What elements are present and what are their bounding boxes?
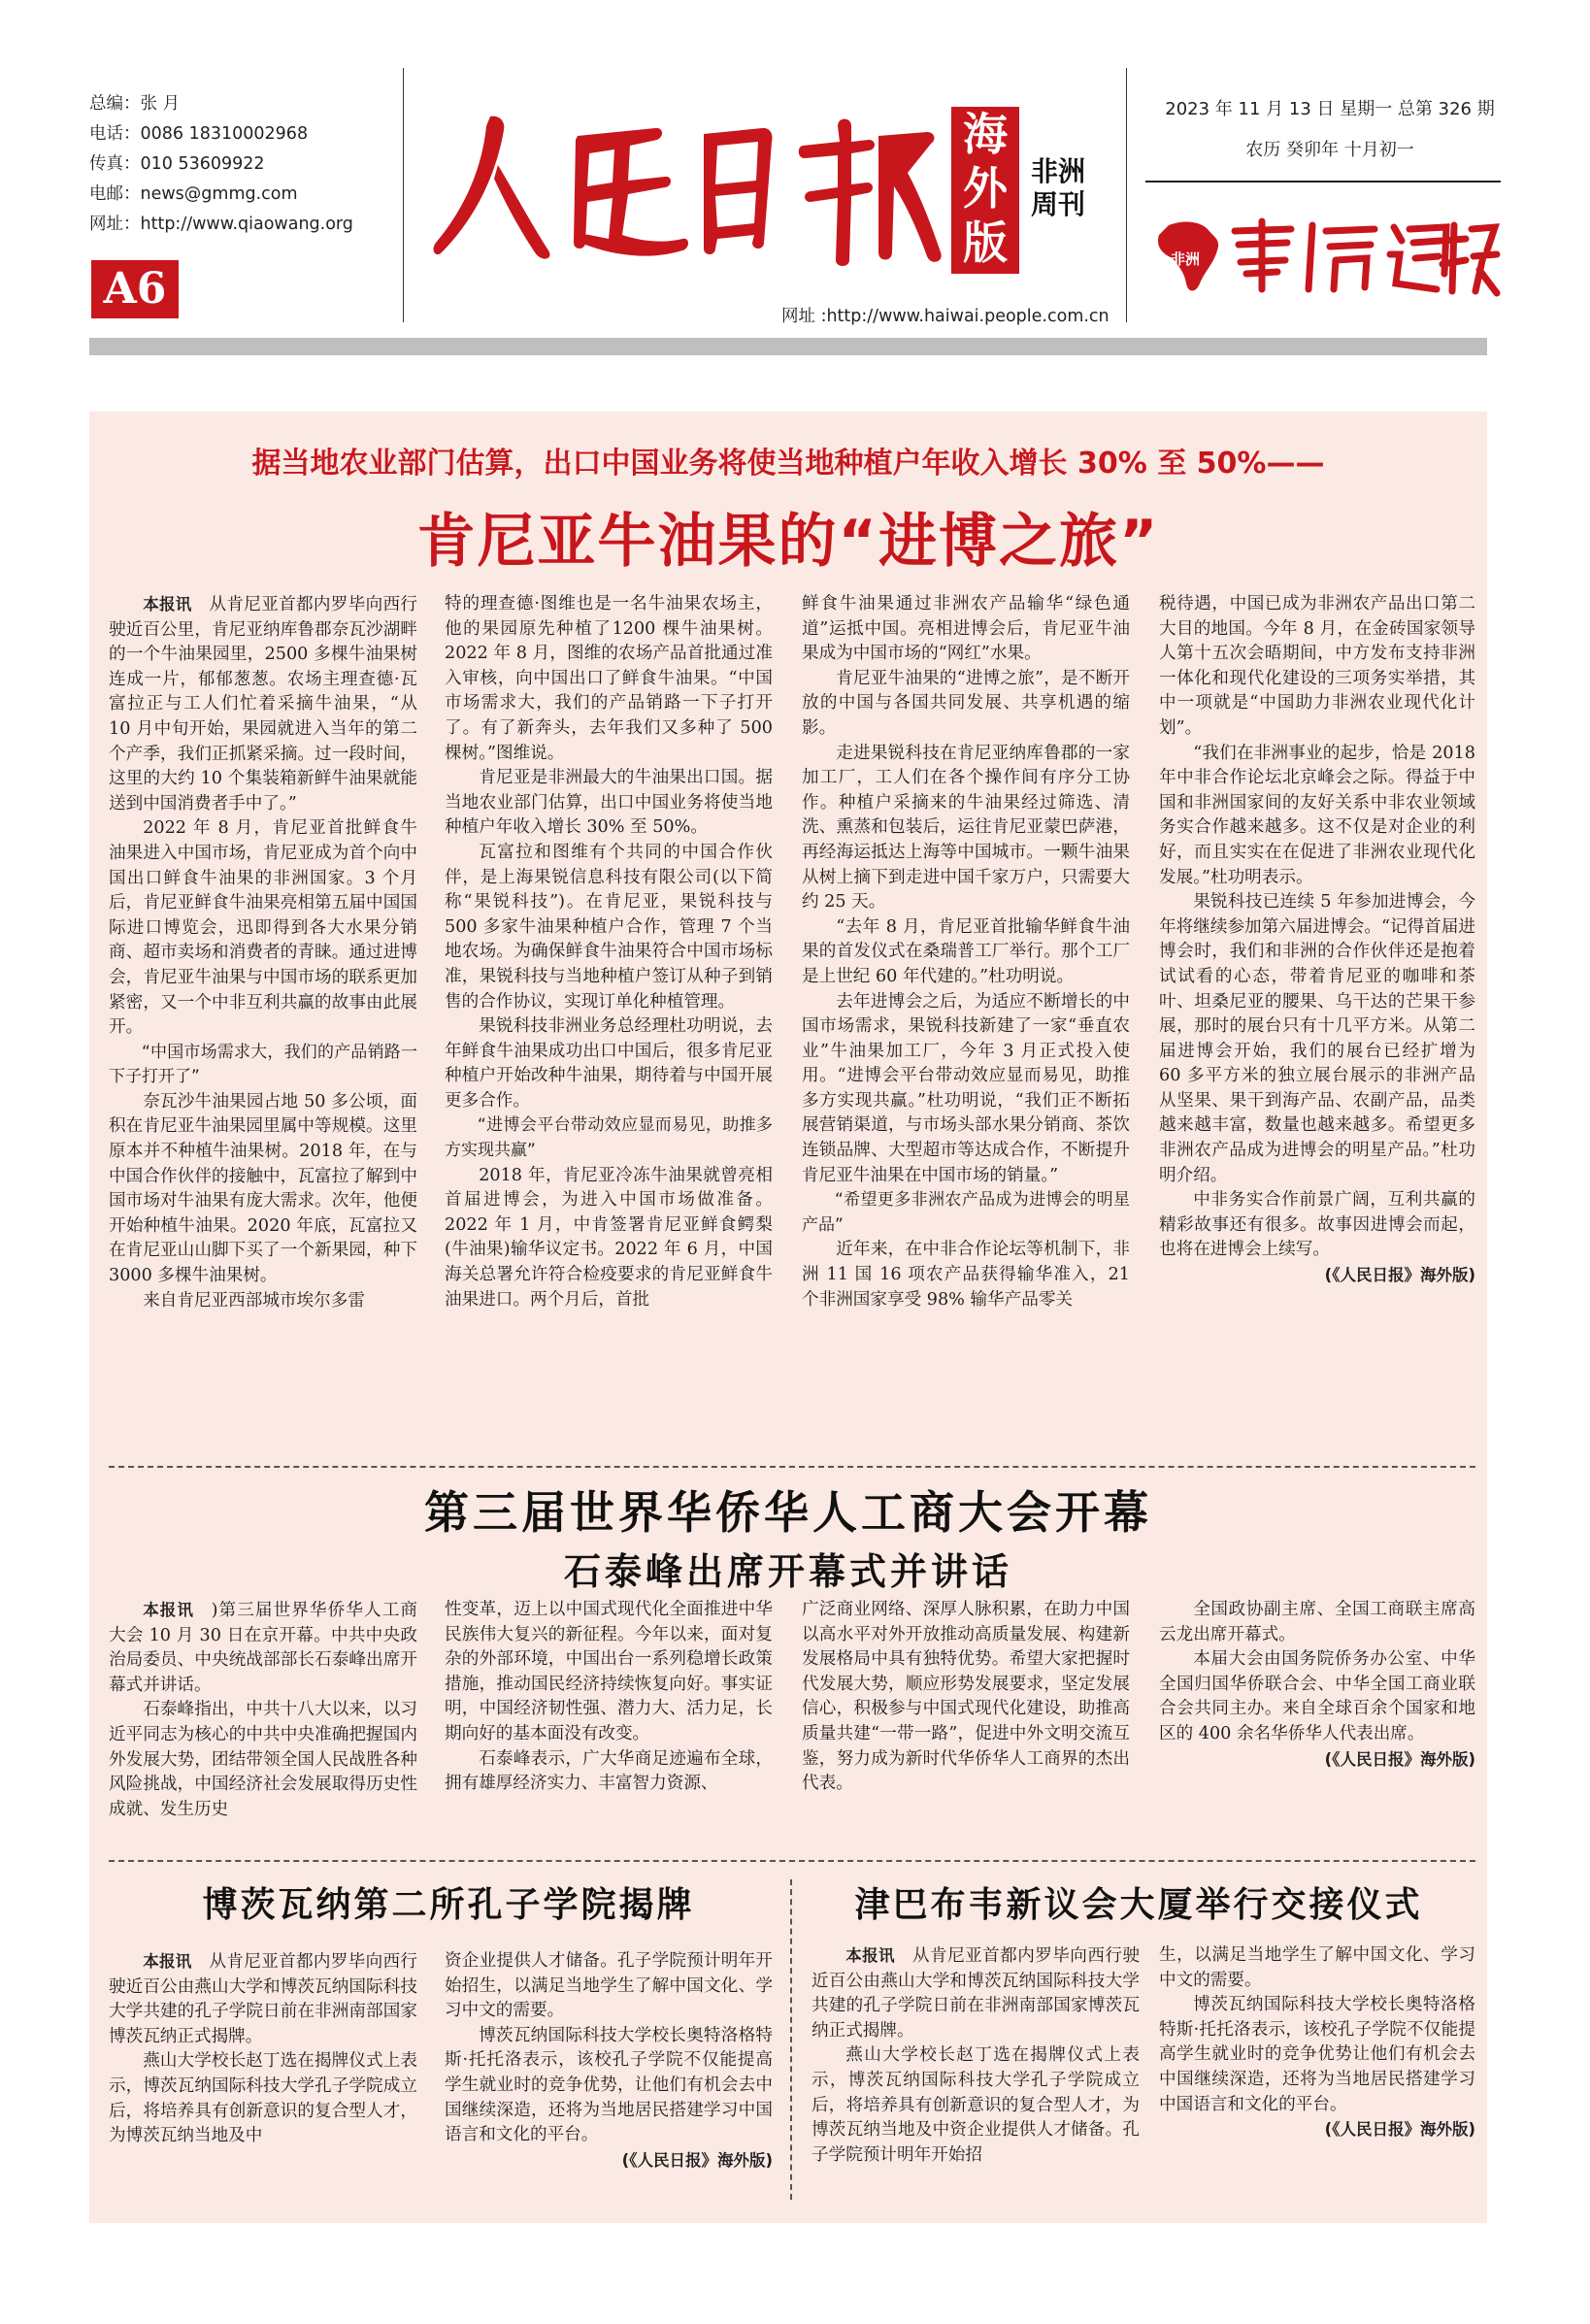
article1-column-3: [802, 592, 1130, 1312]
article1-paragraph: 果锐科技已连续 5 年参加进博会，今年将继续参加第六届进博会。“记得首届进博会时，我们和非洲的合作伙伴还是抱着试试看的心态，带着肯尼亚的咖啡和茶叶、坦桑尼亚的腰果、乌干达的芒果干参展，那时的展台只有十几平方米。从第二届进博会开始，我们的展台已经扩增为 60 多平方米的独立展台展示的非洲产品从坚果、果干到海产品、农副产品，品类越来越丰富，数量也越来越多。希望更多非洲农产品成为进博会的明星产品。”杜功明介绍。: [1159, 892, 1475, 1185]
article1-paragraph: 肯尼亚牛油果的“进博之旅”，是不断开放的中国与各国共同发展、共享机遇的缩影。: [802, 668, 1130, 738]
article2-paragraph: 广泛商业网络、深厚人脉积累，在助力中国以高水平对外开放推动高质量发展、构建新发展格局中具有独特优势。希望大家把握时代发展大势，顺应形势发展要求，坚定发展信心，积极参与中国式现代化建设，助推高质量共建“一带一路”，促进中外文明交流互鉴，努力成为新时代华侨华人工商界的杰出代表。: [802, 1600, 1130, 1794]
article2-column-2: [445, 1598, 773, 1797]
contact-phone: 电话：0086 18310002968: [89, 124, 309, 144]
article2-paragraph: 石泰峰指出，中共十八大以来，以习近平同志为核心的中共中央准确把握国内外发展大势，团结带领全国人民战胜各种风险挑战，中国经济社会发展取得历史性成就、发生历史: [109, 1700, 417, 1819]
masthead-band: [89, 338, 1487, 355]
masthead-divider-left: [403, 68, 404, 322]
africa-weekly-label: 非洲 周刊: [1031, 155, 1086, 220]
article1-paragraph: 去年进博会之后，为适应不断增长的中国市场需求，果锐科技新建了一家“垂直农业”牛油果加工厂，今年 3 月正式投入使用。“进博会平台带动效应显而易见，助推多方实现共赢。”杜功明说，“我们正不断拓展营销渠道，与市场头部水果分销商、茶饮连锁品牌、大型超市等达成合作，不断提升肯尼亚牛油果在中国市场的销量。”: [802, 991, 1130, 1185]
article3-paragraph: 燕山大学校长赵丁选在揭牌仪式上表示，博茨瓦纳国际科技大学孔子学院成立后，将培养具有创新意识的复合型人才，为博茨瓦纳当地及中: [109, 2051, 417, 2146]
article1-kicker: 据当地农业部门估算，出口中国业务将使当地种植户年收入增长 30% 至 50%——: [251, 447, 1325, 481]
article1-paragraph: 税待遇，中国已成为非洲农产品出口第二大目的地国。今年 8 月，在金砖国家领导人第十五次会晤期间，中方发布支持非洲一体化和现代化建设的三项务实举措，其中一项就是“中国助力非洲农业现代化计划”。: [1159, 594, 1475, 738]
article3-headline: 博茨瓦纳第二所孔子学院揭牌: [202, 1884, 695, 1925]
article1-paragraph: 2018 年，肯尼亚冷冻牛油果就曾亮相首届进博会，为进入中国市场做准备。2022 年 1 月，中肯签署肯尼亚鲜食鳄梨(牛油果)输华议定书。2022 年 6 月，中国海关总署允许符合检疫要求的肯尼亚鲜食牛油果进口。两个月后，首批: [445, 1165, 773, 1310]
article3-paragraph: 本报讯 从肯尼亚首都内罗毕向西行驶近百公由燕山大学和博茨瓦纳国际科技大学共建的孔子学院日前在非洲南部国家博茨瓦纳正式揭牌。: [109, 1952, 417, 2046]
masthead-contact: [89, 89, 410, 240]
article1-paragraph: 特的理查德·图维也是一名牛油果农场主，他的果园原先种植了1200 棵牛油果树。2022 年 8 月，图维的农场产品首批通过准入审核，向中国出口了鲜食牛油果。“中国市场需求大，我们的产品销路一下子打开了。有了新奔头，去年我们又多种了 500 棵树。”图维说。: [445, 594, 773, 763]
article1-column-4: [1159, 592, 1475, 1288]
column-divider: [790, 1879, 792, 2200]
article1-paragraph: “我们在非洲事业的起步，恰是 2018 年中非合作论坛北京峰会之际。得益于中国和非洲国家间的友好关系中非农业领域务实合作越来越多。这不仅是对企业的利好，而且实实在在促进了非洲农业现代化发展。”杜功明表示。: [1159, 743, 1475, 887]
article4-paragraph: 燕山大学校长赵丁选在揭牌仪式上表示，博茨瓦纳国际科技大学孔子学院成立后，将培养具有创新意识的复合型人才，为博茨瓦纳当地及中资企业提供人才储备。孔子学院预计明年开始招: [812, 2045, 1140, 2165]
article2-subheadline: 石泰峰出席开幕式并讲话: [563, 1549, 1012, 1593]
article1-source: (《人民日报》海外版): [1324, 1266, 1475, 1285]
article3-column-1: [109, 1949, 417, 2149]
article1-headline: 肯尼亚牛油果的“进博之旅”: [416, 508, 1160, 576]
article2-paragraph: 本届大会由国务院侨务办公室、中华全国归国华侨联合会、中华全国工商业联合会共同主办。来自全球百余个国家和地区的 400 余名华侨华人代表出席。: [1159, 1649, 1475, 1743]
article1-paragraph: 鲜食牛油果通过非洲农产品输华“绿色通道”运抵中国。亮相进博会后，肯尼亚牛油果成为中国市场的“网红”水果。: [802, 594, 1130, 664]
article1-column-1: [109, 592, 417, 1313]
article2-column-4: [1159, 1598, 1475, 1772]
date-rule: [1145, 181, 1501, 183]
people-daily-logo: [422, 97, 946, 272]
article1-paragraph: 2022 年 8 月，肯尼亚首批鲜食牛油果进入中国市场，肯尼亚成为首个向中国出口鲜食牛油果的非洲国家。3 个月后，肯尼亚鲜食牛油果亮相第五届中国国际进口博览会，迅即得到各大水果分销商、超市卖场和消费者的青睐。通过进博会，肯尼亚牛油果与中国市场的联系更加紧密，又一个中非互利共赢的故事由此展开。: [109, 818, 417, 1038]
article3-source: (《人民日报》海外版): [621, 2150, 773, 2170]
contact-email: 电邮：news@gmmg.com: [89, 184, 298, 204]
masthead-divider-right: [1126, 68, 1127, 322]
svg-text:非洲: 非洲: [1171, 250, 1201, 268]
article1-subhead: “希望更多非洲农产品成为进博会的明星产品”: [802, 1190, 1130, 1235]
article4-paragraph: 本报讯 从肯尼亚首都内罗毕向西行驶近百公由燕山大学和博茨瓦纳国际科技大学共建的孔子学院日前在非洲南部国家博茨瓦纳正式揭牌。: [812, 1946, 1140, 2041]
article4-headline: 津巴布韦新议会大厦举行交接仪式: [854, 1884, 1423, 1925]
article2-paragraph: 本报讯 )第三届世界华侨华人工商大会 10 月 30 日在京开幕。中共中央政治局委员、中央统战部部长石泰峰出席开幕式并讲话。: [109, 1601, 417, 1695]
section-divider: [109, 1466, 1475, 1468]
article2-paragraph: 全国政协副主席、全国工商联主席高云龙出席开幕式。: [1159, 1600, 1475, 1644]
article1-paragraph: 果锐科技非洲业务总经理杜功明说，去年鲜食牛油果成功出口中国后，很多肯尼亚种植户开始改种牛油果，期待着与中国开展更多合作。: [445, 1016, 773, 1111]
article2-column-3: [802, 1598, 1130, 1797]
article2-paragraph: 石泰峰表示，广大华商足迹遍布全球，拥有雄厚经济实力、丰富智力资源、: [445, 1748, 773, 1794]
article3-column-2: [445, 1949, 773, 2173]
article1-subhead: “进博会平台带动效应显而易见，助推多方实现共赢”: [445, 1115, 773, 1161]
article1-paragraph: 来自肯尼亚西部城市埃尔多雷: [143, 1290, 365, 1311]
overseas-edition-badge: 海 外 版: [951, 107, 1019, 274]
article4-column-1: [812, 1943, 1140, 2168]
article1-paragraph: 瓦富拉和图维有个共同的中国合作伙伴，是上海果锐信息科技有限公司(以下简称“果锐科技”)。在肯尼亚，果锐科技与 500 多家牛油果种植户合作，管理 7 个当地农场。为确保鲜食牛油果符合中国市场标准，果锐科技与当地种植户签订从种子到销售的合作协议，实现订单化种植管理。: [445, 842, 773, 1012]
article4-paragraph: 博茨瓦纳国际科技大学校长奥特洛格特斯·托托洛表示，该校孔子学院不仅能提高学生就业时的竞争优势让他们有机会去中国继续深造，还将为当地居民搭建学习中国语言和文化的平台。: [1159, 1995, 1475, 2114]
article4-paragraph: 生，以满足当地学生了解中国文化、学习中文的需要。: [1159, 1945, 1475, 1990]
article1-paragraph: 走进果锐科技在肯尼亚纳库鲁郡的一家加工厂，工人们在各个操作间有序分工协作。种植户采摘来的牛油果经过筛选、清洗、熏蒸和包装后，运往肯尼亚蒙巴萨港，再经海运抵达上海等中国城市。一颗牛油果从树上摘下到走进中国千家万户，只需要大约 25 天。: [802, 743, 1130, 913]
article1-paragraph: 本报讯 从肯尼亚首都内罗毕向西行驶近百公里，肯尼亚纳库鲁郡奈瓦沙湖畔的一个牛油果园里，2500 多棵牛油果树连成一片，郁郁葱葱。农场主理查德·瓦富拉正与工人们忙着采摘牛油果，“从 10 月中旬开始，果园就进入当年的第二个产季，我们正抓紧采摘。过一段时间，这里的大约 10 个集装箱新鲜牛油果就能送到中国消费者手中了。”: [109, 595, 417, 813]
contact-fax: 传真：010 53609922: [89, 154, 265, 174]
article1-subhead: “中国市场需求大，我们的产品销路一下子打开了”: [109, 1042, 417, 1087]
article1-paragraph: 奈瓦沙牛油果园占地 50 多公顷，面积在肯尼亚牛油果园里属中等规模。这里原本并不种植牛油果树。2018 年，在与中国合作伙伴的接触中，瓦富拉了解到中国市场对牛油果有庞大需求。次年，他便开始种植牛油果。2020 年底，瓦富拉又在肯尼亚山山脚下买了一个新果园，种下 3000 多棵牛油果树。: [109, 1091, 417, 1286]
article1-paragraph: “去年 8 月，肯尼亚首批输华鲜食牛油果的首发仪式在桑瑞普工厂举行。那个工厂是上世纪 60 年代建的。”杜功明说。: [802, 916, 1130, 986]
article2-source: (《人民日报》海外版): [1324, 1749, 1475, 1769]
article3-paragraph: 博茨瓦纳国际科技大学校长奥特洛格特斯·托托洛表示，该校孔子学院不仅能提高学生就业时的竞争优势，让他们有机会去中国继续深造，还将为当地居民搭建学习中国语言和文化的平台。: [445, 2025, 773, 2145]
article1-paragraph: 中非务实合作前景广阔，互利共赢的精彩故事还有很多。故事因进博会而起，也将在进博会上续写。: [1159, 1190, 1475, 1260]
article3-paragraph: 资企业提供人才储备。孔子学院预计明年开始招生，以满足当地学生了解中国文化、学习中文的需要。: [445, 1951, 773, 2021]
article1-paragraph: 近年来，在中非合作论坛等机制下，非洲 11 国 16 项农产品获得输华准入，21 个非洲国家享受 98% 输华产品零关: [802, 1240, 1130, 1310]
article1-column-2: [445, 592, 773, 1312]
contact-website: 网址：http://www.qiaowang.org: [89, 215, 353, 234]
article4-source: (《人民日报》海外版): [1324, 2120, 1475, 2140]
issue-date: 2023 年 11 月 13 日 星期一 总第 326 期 农历 癸卯年 十月初一: [1165, 99, 1495, 160]
article2-paragraph: 性变革，迈上以中国式现代化全面推进中华民族伟大复兴的新征程。今年以来，面对复杂的外部环境，中国出台一系列稳增长政策措施，推动国民经济持续恢复向好。事实证明，中国经济韧性强、潜力大、活力足，长期向好的基本面没有改变。: [445, 1600, 773, 1743]
contact-editor: 总编：张 月: [89, 94, 181, 114]
article2-column-1: [109, 1598, 417, 1822]
section-divider: [109, 1860, 1475, 1862]
masthead-website: 网址 :http://www.haiwai.people.com.cn: [781, 307, 1110, 326]
article2-headline: 第三届世界华侨华人工商大会开幕: [424, 1486, 1152, 1539]
article1-paragraph: 肯尼亚是非洲最大的牛油果出口国。据当地农业部门估算，出口中国业务将使当地种植户年收入增长 30% 至 50%。: [445, 768, 773, 838]
page-number: A6: [91, 260, 179, 318]
huaqiao-weekly-logo: [1145, 212, 1501, 299]
article4-column-2: [1159, 1943, 1475, 2142]
